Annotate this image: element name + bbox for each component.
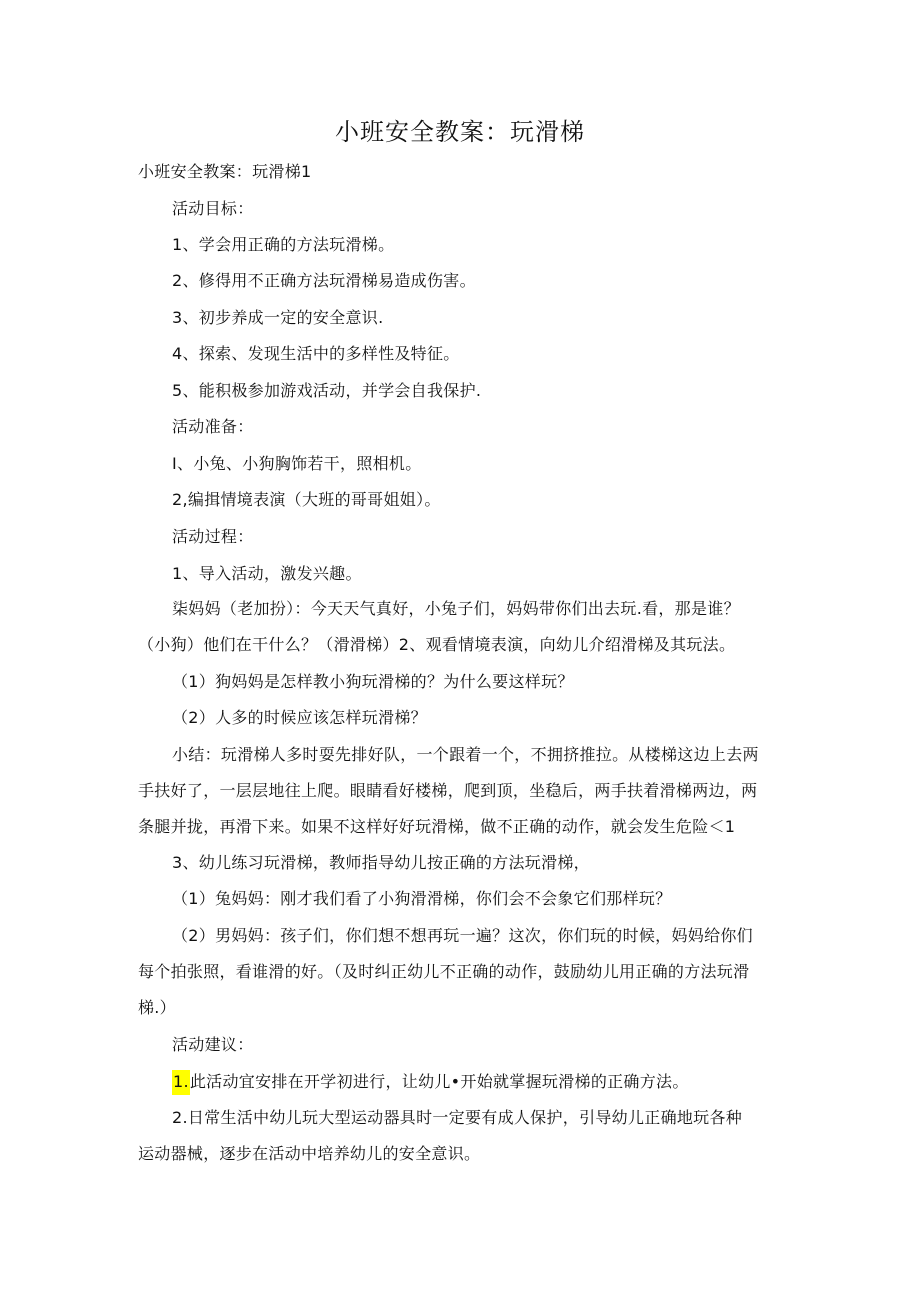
suggest-text: 此活动宜安排在开学初进行，让幼儿•开始就掌握玩滑梯的正确方法。 [189,1072,689,1091]
goal-item: 5、能积极参加游戏活动，并学会自我保护. [172,381,482,400]
goal-item: 2、修得用不正确方法玩滑梯易造成伤害。 [172,271,476,290]
process-paragraph: （小狗）他们在干什么？（滑滑梯）2、观看情境表演，向幼儿介绍滑梯及其玩法。 [138,635,736,654]
process-paragraph: （2）男妈妈：孩子们，你们想不想再玩一遍？这次，你们玩的时候，妈妈给你们 [172,926,753,945]
process-step: 1、导入活动，激发兴趣。 [172,564,362,583]
goal-item: 4、探索、发现生活中的多样性及特征。 [172,344,460,363]
document-title: 小班安全教案：玩滑梯 [335,118,585,146]
process-heading: 活动过程： [172,527,254,546]
process-step: 3、幼儿练习玩滑梯，教师指导幼儿按正确的方法玩滑梯， [172,853,590,872]
suggest-item: 2.日常生活中幼儿玩大型运动器具时一定要有成人保护，引导幼儿正确地玩各种 [172,1108,743,1127]
highlighted-number: 1. [172,1070,190,1095]
suggest-item [172,1070,689,1094]
subtitle: 小班安全教案：玩滑梯1 [138,162,312,181]
prep-item: I、小兔、小狗胸饰若干，照相机。 [172,454,422,473]
process-paragraph: （1）兔妈妈：刚才我们看了小狗滑滑梯，你们会不会象它们那样玩？ [172,889,672,908]
goal-item: 3、初步养成一定的安全意识. [172,308,384,327]
summary-paragraph: 手扶好了，一层层地往上爬。眼睛看好楼梯，爬到顶，坐稳后，两手扶着滑梯两边，两 [138,781,758,800]
prep-heading: 活动准备： [172,417,254,436]
process-question: （2）人多的时候应该怎样玩滑梯？ [172,708,427,727]
summary-paragraph: 小结：玩滑梯人多时耍先排好队，一个跟着一个，不拥挤推拉。从楼梯这边上去两 [172,745,759,764]
process-paragraph: 每个拍张照，看谁滑的好。（及时纠正幼儿不正确的动作，鼓励幼儿用正确的方法玩滑 [138,962,750,981]
process-question: （1）狗妈妈是怎样教小狗玩滑梯的？为什么要这样玩？ [172,672,574,691]
suggest-item: 运动器械，逐步在活动中培养幼儿的安全意识。 [138,1144,481,1163]
prep-item: 2,编揖情境表演（大班的哥哥姐姐）。 [172,490,441,509]
process-paragraph: 柒妈妈（老加扮）：今天天气真好，小兔子们，妈妈带你们出去玩.看，那是谁？ [172,599,740,618]
goal-item: 1、学会用正确的方法玩滑梯。 [172,235,395,254]
summary-paragraph: 条腿并拢，再滑下来。如果不这样好好玩滑梯，做不正确的动作，就会发生危险＜1 [138,817,736,836]
goals-heading: 活动目标： [172,199,254,218]
suggest-heading: 活动建议： [172,1035,254,1054]
process-paragraph: 梯.） [138,998,176,1017]
